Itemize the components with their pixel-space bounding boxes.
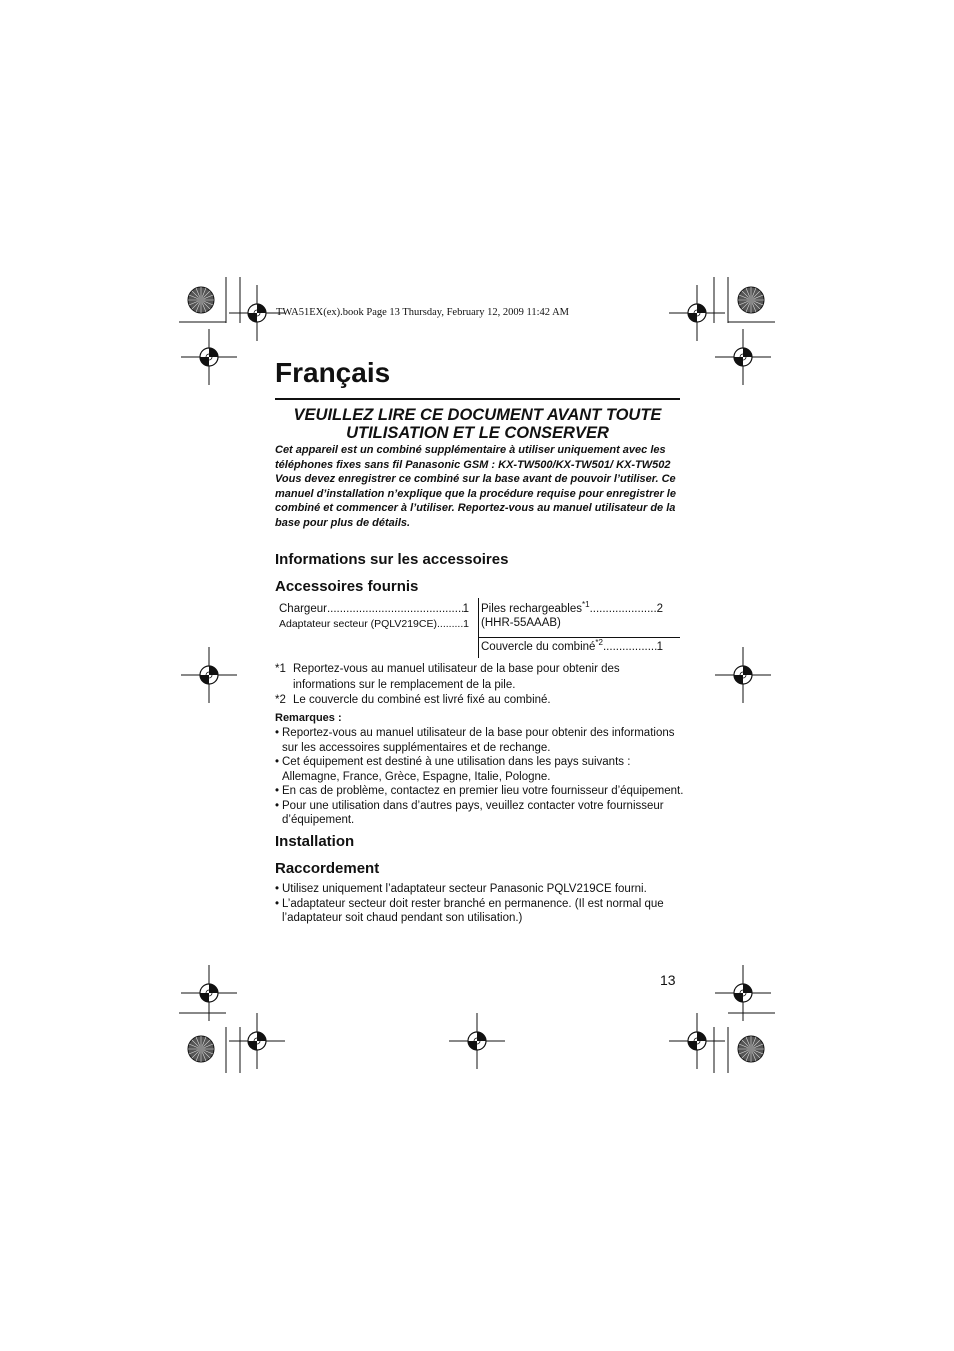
table-divider-horizontal: [478, 637, 680, 638]
intro-paragraph-2: Vous devez enregistrer ce combiné sur la base avant de pouvoir l’utiliser. Ce manuel d’installation n’explique que la procédure requise pour enregistrer le combiné et commencer à l’utiliser. Reportez-vous au manuel utilisateur de la base pour plus de détails.: [275, 473, 676, 529]
accessory-row-cover: [481, 640, 663, 654]
leader-dots: [327, 602, 463, 616]
section-heading-connection: Raccordement: [275, 860, 380, 877]
remarks-item: • Pour une utilisation dans d’autres pays, veuillez contacter votre fournisseur d’équipement.: [275, 799, 685, 828]
accessory-qty: 1: [463, 618, 469, 630]
footnote-ref: *1: [582, 600, 590, 609]
accessory-label: Piles rechargeables$^{*1}$: [481, 600, 590, 615]
footnote-ref: *2: [595, 638, 603, 647]
leader-dots: [590, 602, 657, 616]
footnote-mark: *1: [275, 663, 286, 675]
main-heading-line1: VEUILLEZ LIRE CE DOCUMENT AVANT TOUTE: [293, 406, 662, 424]
main-heading-line2: UTILISATION ET LE CONSERVER: [346, 424, 609, 442]
accessory-label: Adaptateur secteur (PQLV219CE): [279, 618, 437, 630]
page-number: 13: [660, 972, 676, 988]
remarks-item: • En cas de problème, contactez en premier lieu votre fournisseur d’équipement.: [275, 784, 685, 799]
footnote-1: [275, 662, 685, 693]
print-header-line: TWA51EX(ex).book Page 13 Thursday, February 12, 2009 11:42 AM: [276, 307, 569, 318]
remarks-item: • Reportez-vous au manuel utilisateur de la base pour obtenir des informations sur les accessoires supplémentaires et de rechange.: [275, 726, 685, 755]
accessory-qty: 1: [462, 603, 469, 615]
accessory-qty: 2: [656, 603, 663, 615]
remarks-item: • Cet équipement est destiné à une utilisation dans les pays suivants : Allemagne, France, Grèce, Espagne, Italie, Pologne.: [275, 755, 685, 784]
title-rule: [275, 398, 680, 400]
intro-text: [275, 443, 683, 530]
footnotes: [275, 662, 685, 709]
accessory-qty: 1: [656, 641, 663, 653]
leader-dots: [437, 617, 463, 631]
accessory-row-adaptor: [279, 617, 469, 631]
accessory-row-charger: [279, 602, 469, 616]
main-heading: [275, 406, 680, 442]
section-heading-installation: Installation: [275, 833, 355, 850]
table-divider-vertical: [478, 598, 479, 658]
connection-item: • Utilisez uniquement l’adaptateur secteur Panasonic PQLV219CE fourni.: [275, 882, 685, 897]
section-heading-supplied-accessories: Accessoires fournis: [275, 578, 419, 595]
remarks-heading: Remarques :: [275, 712, 342, 724]
connection-list: [275, 882, 685, 926]
accessory-label: Chargeur: [279, 603, 327, 615]
leader-dots: [603, 640, 657, 654]
remarks-list: [275, 726, 685, 828]
footnote-mark: *2: [275, 694, 286, 706]
accessories-table: [275, 598, 680, 658]
accessory-row-batteries: [481, 602, 663, 616]
page-title: Français: [275, 357, 391, 388]
section-heading-accessories-info: Informations sur les accessoires: [275, 551, 509, 568]
accessory-label: Couvercle du combiné$^{*2}$: [481, 638, 603, 653]
accessory-model: (HHR-55AAAB): [481, 617, 561, 629]
footnote-text: Le couvercle du combiné est livré fixé au combiné.: [293, 694, 551, 706]
intro-paragraph-1: Cet appareil est un combiné supplémentaire à utiliser uniquement avec les téléphones fixes sans fil Panasonic GSM : KX-TW500/KX-TW501/ KX-TW502: [275, 444, 671, 471]
footnote-text: Reportez-vous au manuel utilisateur de la base pour obtenir des informations sur le remplacement de la pile.: [293, 663, 620, 691]
connection-item: • L’adaptateur secteur doit rester branché en permanence. (Il est normal que l’adaptateur soit chaud pendant son utilisation.): [275, 897, 685, 926]
footnote-2: [275, 693, 685, 709]
accessories-left-column: [279, 602, 469, 631]
